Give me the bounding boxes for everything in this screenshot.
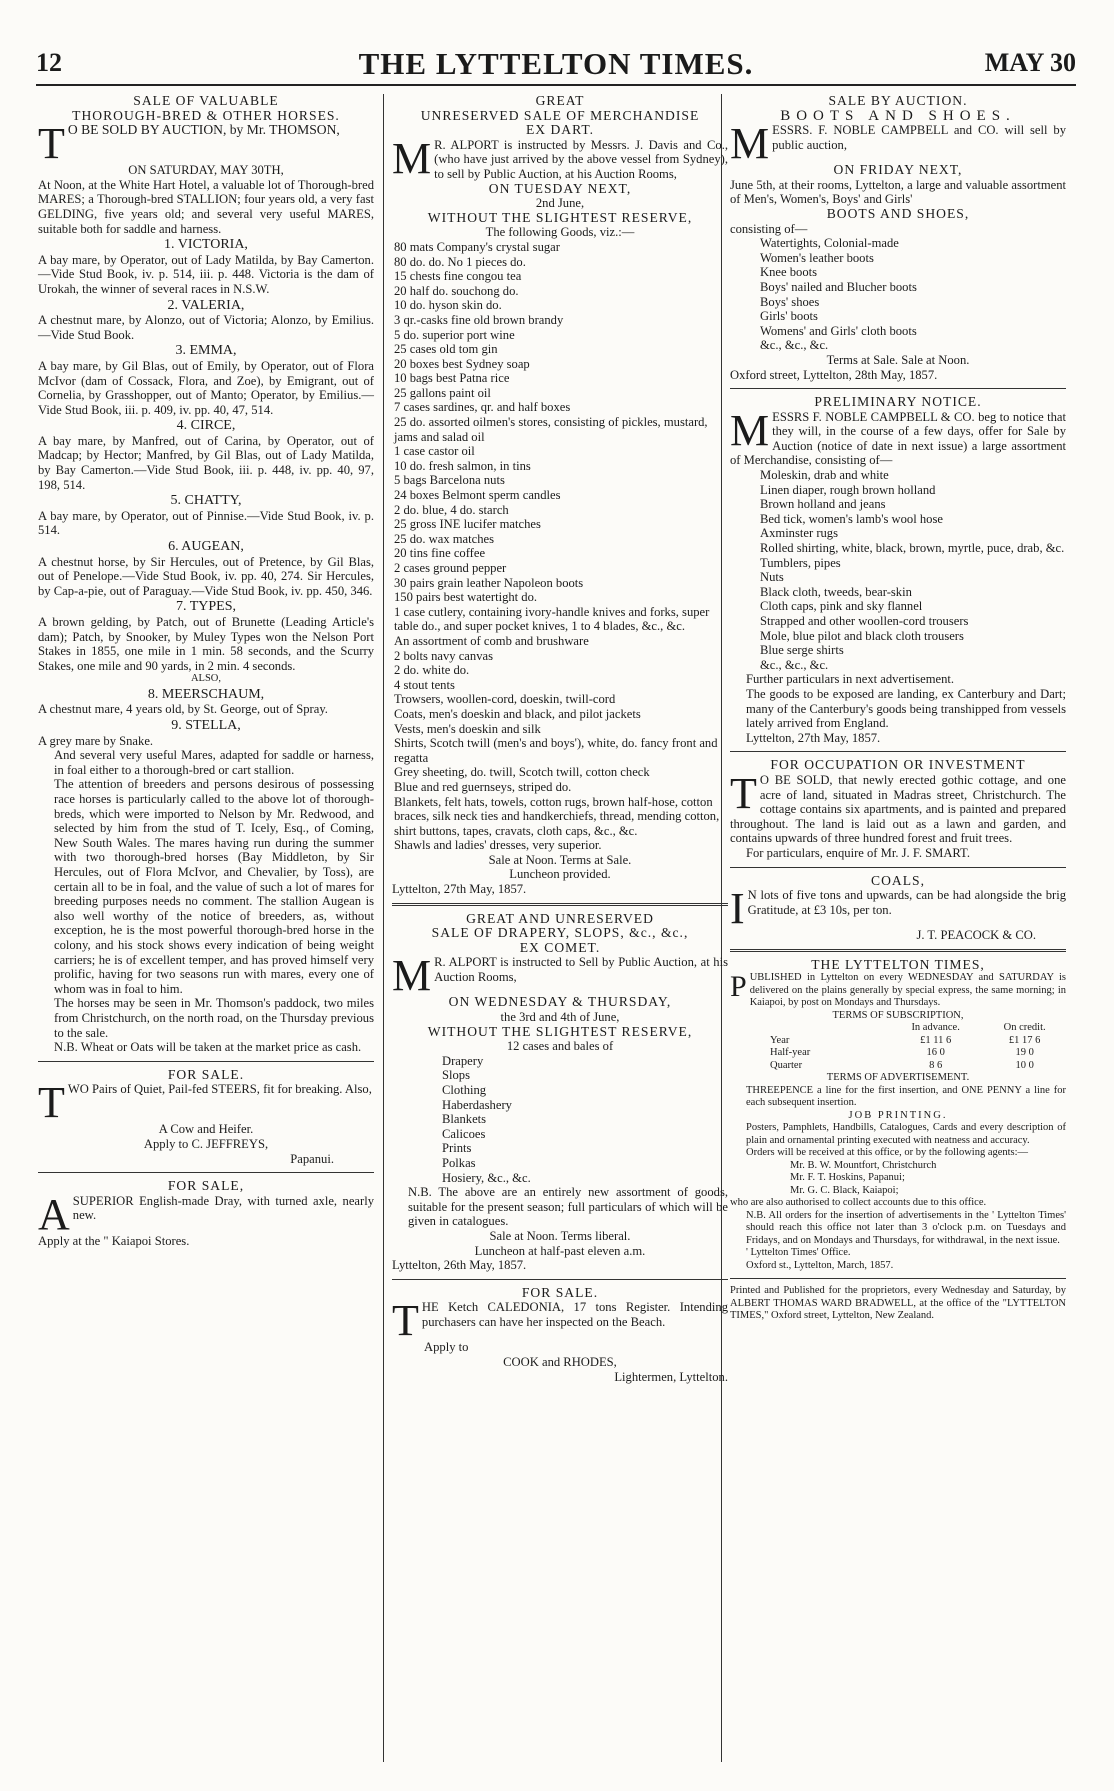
consisting-label: consisting of—	[730, 221, 808, 236]
divider	[38, 1061, 374, 1062]
list-item: 2 do. white do.	[394, 663, 470, 678]
ad-paragraph: The horses may be seen in Mr. Thomson's paddock, two miles from Christchurch, on the north road, on the Thursday previous to the sale.	[54, 996, 374, 1040]
list-item: Strapped and other woollen-cord trousers	[760, 614, 969, 628]
masthead	[36, 44, 1076, 86]
list-item: 2 bolts navy canvas	[394, 648, 493, 663]
ad-paragraph: who are also authorised to collect accounts due to this office.	[730, 1197, 987, 1209]
table-row	[730, 1035, 1066, 1048]
horse-sale-ad	[38, 94, 374, 1055]
divider	[38, 1172, 374, 1173]
boots-auction-ad	[730, 94, 1066, 382]
ad-line: Apply to C. JEFFREYS,	[143, 1136, 269, 1151]
ad-heading: UNRESERVED SALE OF MERCHANDISE	[420, 107, 700, 123]
list-item: Hosiery, &c., &c.	[442, 1170, 531, 1185]
ad-intro: R. ALPORT is instructed by Messrs. J. Davis and Co., (who have just arrived by the above vessel from Sydney), to sell by Public Auction, at his Auction Rooms,	[434, 137, 728, 181]
divider	[730, 949, 1066, 952]
list-item: 3 qr.-casks fine old brown brandy	[394, 312, 564, 327]
preliminary-notice-ad	[730, 395, 1066, 745]
list-item: An assortment of comb and brushware	[394, 633, 589, 648]
list-item: Slops	[442, 1068, 470, 1083]
ad-line: Apply at the " Kaiapoi Stores.	[38, 1233, 190, 1248]
ad-paragraph: N.B. The above are an entirely new assortment of goods, suitable for the present season; full particulars of which will be given in catalogues.	[408, 1185, 728, 1229]
list-item: 24 boxes Belmont sperm candles	[394, 488, 561, 503]
row-value: 10 0	[1015, 1059, 1034, 1071]
ad-paragraph: And several very useful Mares, adapted for saddle or harness, in foal either to a thorough-bred or cart stallion.	[54, 748, 374, 777]
ad-heading: FOR SALE.	[167, 1066, 245, 1082]
ad-heading: PRELIMINARY NOTICE.	[814, 394, 982, 410]
lot-description: A bay mare, by Gil Blas, out of Emily, by Operator, out of Flora McIvor (dam of Cossack, Flora, and Zoe), by Emigrant, out of Cornelia, by Grasshopper, out of Manto; Operator, by Emilius.—Vide Stud Book, iii. p. 409, iv. pp. 40, 47, 514.	[38, 358, 374, 417]
list-item: 10 do. fresh salmon, in tins	[394, 458, 531, 473]
sale-date: the 3rd and 4th of June,	[500, 1010, 620, 1025]
list-item: 20 half do. souchong do.	[394, 283, 519, 298]
ad-heading: THOROUGH-BRED & OTHER HORSES.	[72, 107, 340, 123]
ketch-ad	[392, 1286, 728, 1384]
list-item: 10 bags best Patna rice	[394, 371, 510, 386]
luncheon-note: Luncheon at half-past eleven a.m.	[474, 1243, 646, 1258]
drop-cap: T	[38, 1078, 65, 1128]
ad-place-date: Lyttelton, 27th May, 1857.	[392, 882, 527, 897]
dray-ad	[38, 1179, 374, 1248]
row-value: £1 11 6	[920, 1034, 952, 1046]
list-item: Bed tick, women's lamb's wool hose	[760, 511, 943, 526]
ad-paragraph: The attention of breeders and persons desirous of possessing race horses is particularly called to the above lot of thorough-breds, which were imported to Nelson by Mr. Redwood, and selected by him from the stud of T. Icely, Esq., of Coming, New South Wales. The mares having run during the summer with two thorough-bred horses (Bay Middleton, by Sir Hercules, out of Flora McIvor, and Chevalier, by Toss), are certain all to be in foal, and the value of such a lot of mares for breeding purposes needs no comment. The stallion Augean is also well worthy of the notice of breeders, as, without exception, he is the most powerful thorough-bred horse in the colony, and his stock shows every indication of being weight carriers; he is of excellent temper, and has proved himself very prolific, having for two seasons run with mares, every one of whom was in foal to him.	[54, 777, 374, 996]
lot-heading: 3. EMMA,	[175, 343, 237, 359]
list-item: 20 boxes best Sydney soap	[394, 356, 530, 371]
list-item: Boys' nailed and Blucher boots	[760, 279, 917, 294]
list-item: 80 do. do. No 1 pieces do.	[394, 254, 526, 269]
list-item: Vests, men's doeskin and silk	[394, 721, 541, 736]
ad-paragraph: THREEPENCE a line for the first insertion, and ONE PENNY a line for each subsequent insertion.	[746, 1084, 1066, 1109]
ad-body: SUPERIOR English-made Dray, with turned axle, nearly new.	[72, 1193, 374, 1223]
ad-place-date: Lyttelton, 26th May, 1857.	[392, 1258, 527, 1273]
ad-heading: THE LYTTELTON TIMES,	[811, 956, 985, 972]
list-item: Womens' and Girls' cloth boots	[760, 323, 917, 338]
list-item: Cloth caps, pink and sky flannel	[760, 599, 923, 614]
ad-heading: FOR OCCUPATION OR INVESTMENT	[770, 757, 1026, 773]
ad-place-date: Lyttelton, 27th May, 1857.	[746, 730, 881, 745]
row-label: Quarter	[770, 1059, 803, 1071]
ad-body: N lots of five tons and upwards, can be had alongside the brig Gratitude, at £3 10s, per ton.	[747, 888, 1066, 917]
list-item: Blue and red guernseys, striped do.	[394, 779, 572, 794]
ad-line: For particulars, enquire of Mr. J. F. SMART.	[746, 845, 970, 860]
sale-terms: Sale at Noon. Terms liberal.	[489, 1228, 631, 1243]
ad-line: Oxford st., Lyttelton, March, 1857.	[746, 1259, 894, 1271]
sale-day: ON TUESDAY NEXT,	[488, 180, 632, 196]
ad-body: WO Pairs of Quiet, Pail-fed STEERS, fit for breaking. Also,	[67, 1082, 372, 1097]
list-item: Boys' shoes	[760, 294, 820, 309]
sale-day: ON WEDNESDAY & THURSDAY,	[448, 994, 672, 1010]
sale-date: 2nd June,	[535, 196, 585, 211]
list-item: 25 cases old tom gin	[394, 342, 498, 357]
lot-description: A grey mare by Snake.	[38, 733, 154, 748]
ad-body: HE Ketch CALEDONIA, 17 tons Register. Intending purchasers can have her inspected on the Beach.	[421, 1300, 728, 1329]
ad-subheading: TERMS OF SUBSCRIPTION,	[832, 1009, 964, 1021]
luncheon-note: Luncheon provided.	[509, 867, 611, 882]
drop-cap: T	[38, 119, 65, 169]
ad-line: Papanui.	[290, 1151, 334, 1166]
ad-subheading: BOOTS AND SHOES,	[826, 205, 970, 221]
lot-heading: 2. VALERIA,	[167, 297, 245, 313]
list-item: 4 stout tents	[394, 677, 455, 692]
list-item: Axminster rugs	[760, 526, 839, 541]
divider	[730, 867, 1066, 868]
ad-heading: COALS,	[871, 872, 925, 888]
ad-heading: EX COMET.	[519, 939, 601, 955]
cases-note: 12 cases and bales of	[506, 1039, 614, 1054]
list-item: Mole, blue pilot and black cloth trousers	[760, 628, 964, 643]
divider	[730, 1278, 1066, 1279]
table-row	[730, 1060, 1066, 1073]
divider	[730, 751, 1066, 752]
divider	[392, 1279, 728, 1280]
subscription-notice	[730, 958, 1066, 1273]
list-item: Shawls and ladies' dresses, very superior.	[394, 838, 602, 853]
list-item: Nuts	[760, 570, 784, 585]
list-item: Shirts, Scotch twill (men's and boys'), white, do. fancy front and regatta	[394, 736, 718, 765]
list-item: Trowsers, woollen-cord, doeskin, twill-cord	[394, 692, 616, 707]
list-item: 7 cases sardines, qr. and half boxes	[394, 400, 571, 415]
ad-heading: GREAT	[535, 93, 585, 108]
lot-heading: 5. CHATTY,	[170, 493, 242, 509]
lot-heading: 9. STELLA,	[171, 718, 241, 734]
lot-description: A chestnut horse, by Sir Hercules, out of Pretence, by Gil Blas, out of Penelope.—Vide Stud Book, iv. pp. 40, 274. Sir Hercules, by Cap-a-pie, out of Paraguay.—Vide Stud Book, iv. pp. 450, 346.	[38, 554, 374, 598]
list-item: 5 bags Barcelona nuts	[394, 473, 505, 488]
ad-line: Further particulars in next advertisement.	[746, 672, 955, 687]
list-item: 150 pairs best watertight do.	[394, 590, 538, 605]
sale-day: ON FRIDAY NEXT,	[833, 162, 963, 178]
page-number: 12	[36, 48, 62, 77]
lot-heading: 7. TYPES,	[175, 599, 237, 615]
ad-heading: FOR SALE.	[521, 1284, 599, 1300]
cottage-sale-ad	[730, 758, 1066, 860]
list-item: Black cloth, tweeds, bear-skin	[760, 584, 912, 599]
merchandise-sale-ad	[392, 94, 728, 897]
list-item: Tumblers, pipes	[760, 555, 841, 570]
list-item: Women's leather boots	[760, 250, 874, 265]
ad-place-date: Oxford street, Lyttelton, 28th May, 1857.	[730, 367, 938, 382]
list-item: Calicoes	[442, 1126, 486, 1141]
sale-date: ON SATURDAY, MAY 30TH,	[128, 163, 284, 178]
printer-imprint: Printed and Published for the proprietors, every Wednesday and Saturday, by ALBERT THOMAS WARD BRADWELL, at the office of the "LYTTELTON TIMES," Oxford street, Lyttelton, New Zealand.	[730, 1285, 1066, 1322]
list-item: Knee boots	[760, 265, 818, 280]
ad-body: June 5th, at their rooms, Lyttelton, a large and valuable assortment of Men's, Women's, Boys' and Girls'	[730, 177, 1066, 207]
list-item: Grey sheeting, do. twill, Scotch twill, cotton check	[394, 765, 650, 780]
lot-description: A brown gelding, by Patch, out of Brunette (Leading Article's dam); Patch, by Snooker, by Muley Types won the Nelson Port Stakes in 1855, one mile in 1 min. 58 seconds, and the Scurry Stakes, one mile and 90 yards, in 2 min. 4 seconds.	[38, 615, 374, 673]
drop-cap: A	[38, 1189, 70, 1239]
column-1	[38, 94, 374, 1248]
list-item: 80 mats Company's crystal sugar	[394, 239, 560, 254]
also-label: ALSO,	[190, 673, 222, 685]
list-item: Brown holland and jeans	[760, 497, 886, 512]
lot-heading: 8. MEERSCHAUM,	[147, 686, 265, 702]
ad-subheading: JOB PRINTING.	[848, 1109, 948, 1121]
list-item: Drapery	[442, 1053, 484, 1068]
list-item: Prints	[442, 1141, 472, 1156]
list-item: Rolled shirting, white, black, brown, myrtle, puce, drab, &c.	[760, 541, 1065, 556]
list-item: Blue serge shirts	[760, 643, 844, 658]
coals-ad	[730, 874, 1066, 943]
list-item: Blankets, felt hats, towels, cotton rugs, brown half-hose, cotton braces, silk neck ties and handkerchiefs, thread, mending cotton, shirt buttons, tapes, cravats, cloth caps, &c., &c.	[394, 794, 720, 838]
drop-cap: M	[392, 951, 432, 1001]
ad-heading: EX DART.	[525, 122, 595, 138]
list-item: 2 do. blue, 4 do. starch	[394, 502, 509, 517]
steers-ad	[38, 1068, 374, 1166]
row-label: Half-year	[770, 1047, 811, 1059]
drapery-sale-ad	[392, 912, 728, 1273]
list-item: 1 case castor oil	[394, 444, 475, 459]
list-item: Linen diaper, rough brown holland	[760, 482, 936, 497]
ad-body: UBLISHED in Lyttelton on every WEDNESDAY and SATURDAY is delivered on the plains generally by special express, the same morning; in Kaiapoi, by post on Mondays and Thursdays.	[749, 972, 1066, 1009]
ad-signature: J. T. PEACOCK & CO.	[916, 928, 1036, 943]
list-item: 25 do. assorted oilmen's stores, consisting of pickles, mustard, jams and salad oil	[394, 415, 708, 444]
row-value: £1 17 6	[1008, 1034, 1041, 1046]
lot-heading: 6. AUGEAN,	[168, 539, 244, 555]
column-3	[730, 94, 1066, 1323]
list-item: Watertights, Colonial-made	[760, 236, 899, 251]
list-item: 2 cases ground pepper	[394, 561, 507, 575]
drop-cap: T	[392, 1296, 419, 1346]
sale-terms: Sale at Noon. Terms at Sale.	[488, 852, 632, 867]
ad-heading: SALE OF VALUABLE	[133, 93, 279, 108]
list-item: 10 do. hyson skin do.	[394, 298, 502, 313]
list-item: Mr. F. T. Hoskins, Papanui;	[790, 1172, 905, 1184]
lot-description: A bay mare, by Manfred, out of Carina, by Operator, out of Madcap; by Hector; Manfred, by Gil Blas, out of Lady Matilda, by Bay Camerton.—Vide Stud Book, iii. p. 448, iv. pp. 40, 97, 198, 514.	[38, 433, 374, 492]
row-value: 19 0	[1015, 1047, 1034, 1059]
ad-signature: COOK and RHODES,	[503, 1354, 617, 1369]
list-item: 30 pairs grain leather Napoleon boots	[394, 575, 584, 590]
drop-cap: M	[730, 119, 770, 169]
reserve-note: WITHOUT THE SLIGHTEST RESERVE,	[427, 209, 693, 225]
sale-terms: Terms at Sale. Sale at Noon.	[826, 352, 970, 367]
table-header: In advance.	[911, 1022, 960, 1034]
list-item: Clothing	[442, 1083, 487, 1097]
list-item: &c., &c., &c.	[760, 657, 829, 672]
subscription-table	[730, 1022, 1066, 1072]
drop-cap: M	[392, 133, 432, 183]
ad-paragraph: Orders will be received at this office, or by the following agents:—	[746, 1147, 1029, 1159]
list-item: Moleskin, drab and white	[760, 468, 889, 483]
drop-cap: P	[730, 970, 747, 1004]
ad-heading: GREAT AND UNRESERVED	[466, 910, 654, 926]
goods-intro: The following Goods, viz.:—	[485, 225, 635, 240]
lot-description: A chestnut mare, 4 years old, by St. George, out of Spray.	[38, 702, 328, 717]
lot-description: A chestnut mare, by Alonzo, out of Victoria; Alonzo, by Emilius.—Vide Stud Book.	[38, 313, 374, 342]
ad-heading: SALE OF DRAPERY, SLOPS, &c., &c.,	[431, 925, 689, 941]
ad-signature: Lightermen, Lyttelton.	[614, 1369, 728, 1384]
reserve-note: WITHOUT THE SLIGHTEST RESERVE,	[427, 1023, 693, 1039]
list-item: Mr. B. W. Mountfort, Christchurch	[790, 1159, 937, 1171]
lot-description: A bay mare, by Operator, out of Lady Matilda, by Bay Camerton.—Vide Stud Book, iv. p. 514, iii. p. 448. Victoria is the dam of Urokah, the winner of several races in N.S.W.	[38, 252, 374, 296]
list-item: Coats, men's doeskin and black, and pilot jackets	[394, 706, 641, 721]
list-item: 5 do. superior port wine	[394, 327, 515, 342]
list-item: 20 tins fine coffee	[394, 546, 486, 561]
list-item: Polkas	[442, 1155, 476, 1170]
list-item: 1 case cutlery, containing ivory-handle knives and forks, super table do., and super pocket knives, 1 to 4 blades, &c., &c.	[394, 604, 710, 634]
lot-description: A bay mare, by Operator, out of Pinnise.—Vide Stud Book, iv. p. 514.	[38, 508, 374, 538]
ad-line: Apply to	[424, 1340, 469, 1355]
column-2	[392, 94, 728, 1384]
ad-paragraph: The goods to be exposed are landing, ex Canterbury and Dart; many of the Canterbury's goods being transhipped from vessels lately arrived from England.	[746, 686, 1066, 731]
newspaper-title: THE LYTTELTON TIMES.	[358, 46, 754, 81]
ad-subheading: TERMS OF ADVERTISEMENT.	[826, 1072, 970, 1084]
list-item: Haberdashery	[442, 1097, 512, 1112]
ad-line: A Cow and Heifer.	[158, 1122, 254, 1137]
ad-body: O BE SOLD, that newly erected gothic cottage, and one acre of land, situated in Madras street, Christchurch. The cottage contains six apartments, and is painted and prepared throughout. The land is laid out as a lawn and garden, and contains upwards of three hundred forest and fruit trees.	[730, 772, 1066, 846]
list-item: 25 gallons paint oil	[394, 385, 491, 400]
ad-paragraph: N.B. All orders for the insertion of advertisements in the ' Lyttelton Times' should reach this office not later than 3 o'clock p.m. on Tuesdays and Fridays, and on Mondays and Thursdays, for withdrawal, in the next issue.	[746, 1209, 1066, 1246]
list-item: Girls' boots	[760, 309, 818, 324]
list-item: Blankets	[442, 1112, 487, 1127]
column-rule-1	[383, 94, 384, 1762]
drop-cap: M	[730, 405, 770, 455]
table-row	[730, 1047, 1066, 1060]
row-label: Year	[770, 1034, 790, 1046]
ad-heading: SALE BY AUCTION.	[828, 93, 968, 108]
list-item: 25 do. wax matches	[394, 531, 495, 546]
table-header: On credit.	[1003, 1022, 1046, 1034]
divider	[392, 903, 728, 906]
drop-cap: T	[730, 768, 757, 818]
lot-heading: 4. CIRCE,	[176, 418, 236, 434]
list-item: 25 gross INE lucifer matches	[394, 517, 541, 532]
ad-line: ' Lyttelton Times' Office.	[746, 1247, 851, 1259]
list-item: 15 chests fine congou tea	[394, 269, 522, 284]
ad-intro: ESSRS. F. NOBLE CAMPBELL and CO. will sell by public auction,	[772, 123, 1066, 152]
row-value: 16 0	[926, 1047, 945, 1059]
ad-body: At Noon, at the White Hart Hotel, a valuable lot of Thorough-bred MARES; a Thorough-bred STALLION; four years old, a very fast GELDING, five years old; and several very useful MARES, suitable both for saddle and harness.	[38, 177, 374, 236]
list-item: Mr. G. C. Black, Kaiapoi;	[790, 1184, 899, 1196]
ad-heading: BOOTS AND SHOES.	[780, 107, 1016, 124]
divider	[730, 388, 1066, 389]
ad-heading: FOR SALE,	[167, 1178, 245, 1194]
list-item: &c., &c., &c.	[760, 338, 829, 353]
ad-intro: O BE SOLD BY AUCTION, by Mr. THOMSON,	[67, 122, 340, 138]
ad-intro: R. ALPORT is instructed to Sell by Public Auction, at his Auction Rooms,	[434, 955, 728, 985]
ad-body: ESSRS F. NOBLE CAMPBELL & CO. beg to notice that they will, in the course of a few days, offer for Sale by Auction (notice of date in next issue) a large assortment of Merchandise, consisting of—	[730, 409, 1066, 468]
ad-paragraph: Posters, Pamphlets, Handbills, Catalogues, Cards and every description of plain and ornamental printing executed with neatness and accuracy.	[746, 1122, 1066, 1146]
row-value: 8 6	[929, 1059, 943, 1071]
drop-cap: I	[730, 884, 745, 934]
lot-heading: 1. VICTORIA,	[164, 237, 248, 253]
ad-paragraph: N.B. Wheat or Oats will be taken at the market price as cash.	[54, 1040, 362, 1055]
issue-date: MAY 30	[984, 48, 1076, 77]
